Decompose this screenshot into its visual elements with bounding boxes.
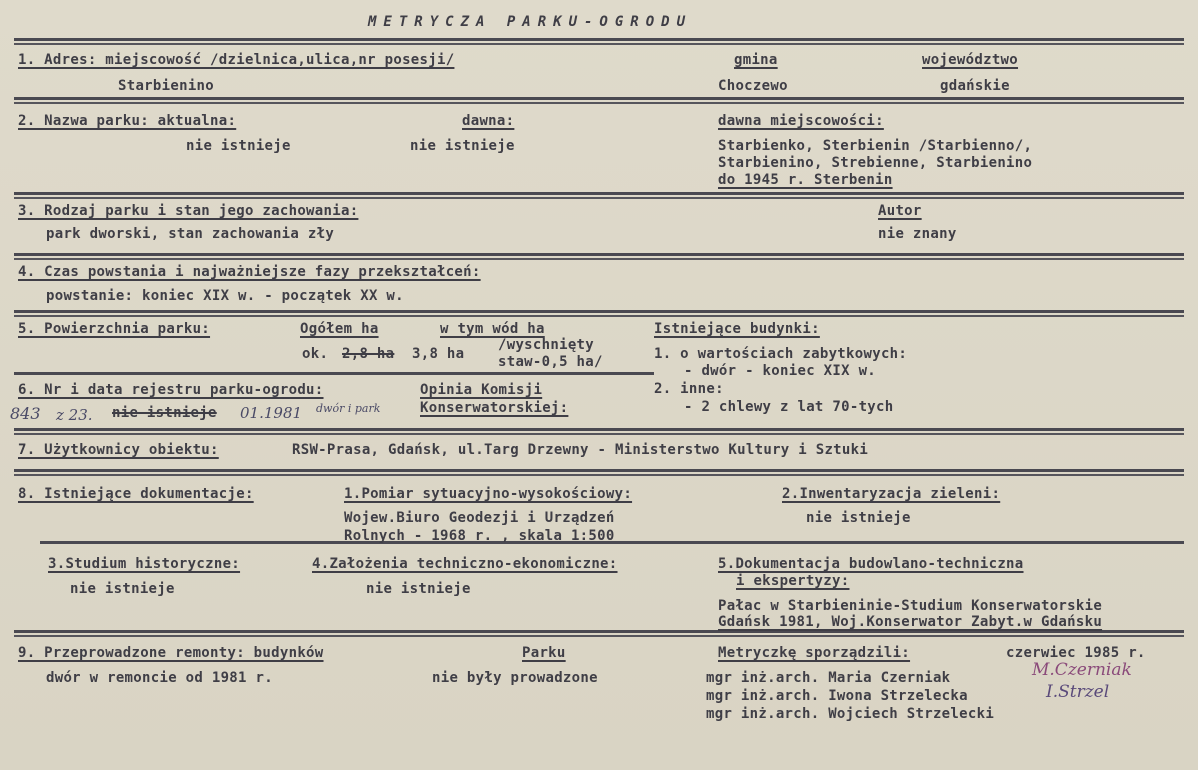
doc-construction-label-2: i ekspertyzy: — [736, 573, 850, 589]
origin-value: powstanie: koniec XIX w. - początek XX w. — [46, 288, 404, 304]
buildings-heritage-value: - dwór - koniec XIX w. — [684, 363, 877, 379]
doc-survey-line-1: Wojew.Biuro Geodezji i Urządzeń — [344, 510, 615, 526]
registry-hand-note: dwór i park — [316, 402, 381, 415]
prepared-by-label: Metryczkę sporządzili: — [718, 645, 911, 661]
renovations-park-value: nie były prowadzone — [432, 670, 598, 686]
area-water-label: w tym wód ha — [440, 321, 545, 337]
rule-1 — [14, 97, 1184, 100]
rule-5 — [14, 372, 654, 375]
doc-construction-label-1: 5.Dokumentacja budowlano-techniczna — [718, 556, 1024, 572]
rule-2 — [14, 192, 1184, 195]
buildings-heritage: 1. o wartościach zabytkowych: — [654, 346, 908, 362]
area-label: 5. Powierzchnia parku: — [18, 321, 211, 337]
area-total-label: Ogółem ha — [300, 321, 379, 337]
registry-value: nie istnieje — [112, 405, 217, 421]
former-place-line-1: Starbienko, Sterbienin /Starbienno/, — [718, 138, 1033, 154]
former-place-line-2: Starbienino, Strebienne, Starbienino — [718, 155, 1033, 171]
doc-history-value: nie istnieje — [70, 581, 175, 597]
park-name-former: nie istnieje — [410, 138, 515, 154]
buildings-other: 2. inne: — [654, 381, 724, 397]
voivodeship-value: gdańskie — [940, 78, 1010, 94]
doc-construction-line-2: Gdańsk 1981, Woj.Konserwator Zabyt.w Gdańsku — [718, 614, 1103, 630]
author-value: nie znany — [878, 226, 957, 242]
origin-label: 4. Czas powstania i najważniejsze fazy przekształceń: — [18, 264, 481, 280]
address-value: Starbienino — [118, 78, 215, 94]
gmina-label: gmina — [734, 52, 778, 68]
author-label: Autor — [878, 203, 922, 219]
users-label: 7. Użytkownicy obiektu: — [18, 442, 219, 458]
voivodeship-label: województwo — [922, 52, 1019, 68]
registry-hand-date-2: 01.1981 — [240, 404, 303, 422]
doc-greenery-value: nie istnieje — [806, 510, 911, 526]
registry-label: 6. Nr i data rejestru parku-ogrodu: — [18, 382, 324, 398]
author-3: mgr inż.arch. Wojciech Strzelecki — [706, 706, 995, 722]
park-type-label: 3. Rodzaj parku i stan jego zachowania: — [18, 203, 359, 219]
address-label: 1. Adres: miejscowość /dzielnica,ulica,nr posesji/ — [18, 52, 455, 68]
rule-7 — [14, 469, 1184, 472]
documentation-label: 8. Istniejące dokumentacje: — [18, 486, 254, 502]
rule-9 — [14, 630, 1184, 633]
doc-economic-value: nie istnieje — [366, 581, 471, 597]
author-1: mgr inż.arch. Maria Czerniak — [706, 670, 951, 686]
gmina-value: Choczewo — [718, 78, 788, 94]
registry-hand-date-1: z 23. — [56, 406, 93, 424]
buildings-other-value: - 2 chlewy z lat 70-tych — [684, 399, 894, 415]
area-total-prefix: ok. — [302, 346, 329, 362]
author-2: mgr inż.arch. Iwona Strzelecka — [706, 688, 968, 704]
doc-greenery-label: 2.Inwentaryzacja zieleni: — [782, 486, 1001, 502]
commission-opinion-label-1: Opinia Komisji — [420, 382, 543, 398]
rule-6 — [14, 428, 1184, 431]
doc-survey-label: 1.Pomiar sytuacyjno-wysokościowy: — [344, 486, 633, 502]
area-total-struck: 2,8 ha — [342, 346, 395, 362]
park-name-label: 2. Nazwa parku: aktualna: — [18, 113, 237, 129]
rule-top — [14, 38, 1184, 41]
buildings-label: Istniejące budynki: — [654, 321, 820, 337]
registry-hand-number: 843 — [10, 404, 41, 423]
doc-history-label: 3.Studium historyczne: — [48, 556, 241, 572]
renovations-buildings-value: dwór w remoncie od 1981 r. — [46, 670, 273, 686]
doc-survey-line-2: Rolnych - 1968 r. , skala 1:500 — [344, 528, 615, 544]
rule-3 — [14, 253, 1184, 256]
former-place-label: dawna miejscowości: — [718, 113, 884, 129]
commission-opinion-label-2: Konserwatorskiej: — [420, 400, 569, 416]
park-name-former-label: dawna: — [462, 113, 515, 129]
rule-4 — [14, 310, 1184, 313]
prepared-date: czerwiec 1985 r. — [1006, 645, 1146, 661]
park-type-value: park dworski, stan zachowania zły — [46, 226, 335, 242]
renovations-label: 9. Przeprowadzone remonty: budynków — [18, 645, 324, 661]
doc-construction-line-1: Pałac w Starbieninie-Studium Konserwatorskie — [718, 598, 1103, 614]
park-name-current: nie istnieje — [186, 138, 291, 154]
area-total-value: 3,8 ha — [412, 346, 465, 362]
users-value: RSW-Prasa, Gdańsk, ul.Targ Drzewny - Ministerstwo Kultury i Sztuki — [292, 442, 869, 458]
renovations-park-label: Parku — [522, 645, 566, 661]
doc-economic-label: 4.Założenia techniczno-ekonomiczne: — [312, 556, 618, 572]
card-title: METRYCZA PARKU-OGRODU — [368, 14, 693, 30]
former-place-line-3: do 1945 r. Sterbenin — [718, 172, 893, 188]
signature-1: M.Czerniak — [1032, 660, 1132, 680]
signature-2: I.Strzel — [1046, 682, 1110, 702]
area-water-value: staw-0,5 ha/ — [498, 354, 603, 370]
area-water-note: /wyschnięty — [498, 337, 595, 353]
